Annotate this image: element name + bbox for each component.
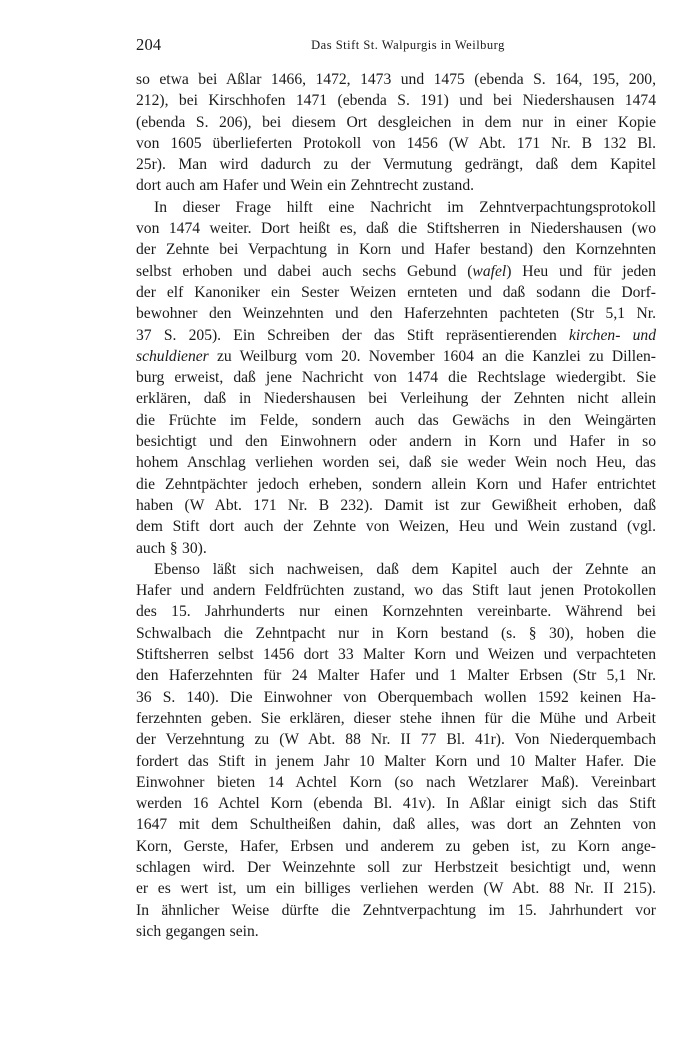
text-run: der elf Kanoniker ein Sester Weizen ernteten und daß sodann die Dorf- [136, 283, 656, 301]
text-run: der Zehnte bei Verpachtung in Korn und Hafer bestand) den Kornzehnten [136, 241, 656, 259]
text-run: (ebenda S. 206), bei diesem Ort desgleichen in dem nur in einer Kopie [136, 113, 656, 131]
book-page [136, 33, 656, 942]
text-run: bewohner den Weinzehnten und den Haferzehnten pachteten (Str 5,1 Nr. [136, 305, 656, 323]
text-line [136, 580, 656, 601]
text-line [136, 665, 656, 686]
text-line [136, 431, 656, 452]
italic-term: schuldiener [136, 347, 209, 365]
text-line [136, 623, 656, 644]
text-line [136, 90, 656, 111]
text-run: dem Stift dort auch der Zehnte von Weizen, Heu und Wein zustand (vgl. [136, 518, 656, 536]
text-run: selbst erhoben und dabei auch sechs Gebund ( [136, 262, 473, 280]
text-line [136, 367, 656, 388]
text-run: der Verzehntung zu (W Abt. 88 Nr. II 77 Bl. 41r). Von Niederquembach [136, 731, 656, 749]
text-run: 212), bei Kirschhofen 1471 (ebenda S. 191) und bei Niedershausen 1474 [136, 92, 656, 110]
text-line [136, 772, 656, 793]
paragraph [136, 69, 656, 197]
text-line [136, 751, 656, 772]
text-line [136, 388, 656, 409]
text-run: den Haferzehnten für 24 Malter Hafer und 1 Malter Erbsen (Str 5,1 Nr. [136, 667, 656, 685]
text-run: Korn, Gerste, Hafer, Erbsen und anderem zu geben ist, zu Korn ange- [136, 837, 656, 855]
text-line [136, 474, 656, 495]
text-run: fordert das Stift in jenem Jahr 10 Malter Korn und 10 Malter Hafer. Die [136, 752, 656, 770]
text-run: Hafer und andern Feldfrüchten zustand, wo das Stift laut jenen Protokollen [136, 582, 656, 600]
text-line [136, 538, 656, 559]
text-line [136, 239, 656, 260]
text-line [136, 687, 656, 708]
body-text [136, 69, 656, 942]
text-line [136, 601, 656, 622]
text-line [136, 516, 656, 537]
text-run: besichtigt und den Einwohnern oder andern in Korn und Hafer in so [136, 433, 656, 451]
text-run: die Früchte im Felde, sondern auch das Gewächs in den Weingärten [136, 411, 656, 429]
text-run: In dieser Frage hilft eine Nachricht im Zehntverpachtungsprotokoll [154, 198, 656, 216]
paragraph [136, 197, 656, 559]
running-title: Das Stift St. Walpurgis in Weilburg [311, 38, 505, 52]
text-line [136, 452, 656, 473]
text-line [136, 900, 656, 921]
text-line [136, 133, 656, 154]
text-line [136, 836, 656, 857]
text-line [136, 708, 656, 729]
text-run: dort auch am Hafer und Wein ein Zehntrecht zustand. [136, 177, 475, 195]
paragraph [136, 559, 656, 942]
text-line [136, 857, 656, 878]
text-line [136, 878, 656, 899]
text-line [136, 197, 656, 218]
text-line [136, 346, 656, 367]
text-run: so etwa bei Aßlar 1466, 1472, 1473 und 1475 (ebenda S. 164, 195, 200, [136, 71, 656, 88]
text-run: 36 S. 140). Die Einwohner von Oberquembach wollen 1592 keinen Ha- [136, 688, 656, 706]
text-run: hohem Anschlag verliehen worden sei, daß sie weder Wein noch Heu, das [136, 454, 656, 472]
text-line [136, 729, 656, 750]
text-run: auch § 30). [136, 539, 207, 557]
text-run: Ebenso läßt sich nachweisen, daß dem Kapitel auch der Zehnte an [154, 560, 656, 578]
text-run: werden 16 Achtel Korn (ebenda Bl. 41v). In Aßlar einigt sich das Stift [136, 795, 656, 813]
text-run: schlagen wird. Der Weinzehnte soll zur Herbstzeit besichtigt und, wenn [136, 858, 656, 876]
text-run: 25r). Man wird dadurch zu der Vermutung gedrängt, daß dem Kapitel [136, 156, 656, 174]
text-run: Schwalbach die Zehntpacht nur in Korn bestand (s. § 30), hoben die [136, 624, 656, 642]
text-line [136, 154, 656, 175]
text-run: von 1605 überlieferten Protokoll von 1456 (W Abt. 171 Nr. B 132 Bl. [136, 134, 656, 152]
text-line [136, 495, 656, 516]
text-run: er es wert ist, um ein billiges verliehen werden (W Abt. 88 Nr. II 215). [136, 880, 656, 898]
text-run: sich gegangen sein. [136, 922, 259, 940]
text-line [136, 559, 656, 580]
text-run: von 1474 weiter. Dort heißt es, daß die Stiftsherren in Niedershausen (wo [136, 220, 656, 238]
text-line [136, 69, 656, 90]
text-run: Einwohner bieten 14 Achtel Korn (so nach Wetzlarer Maß). Vereinbart [136, 773, 656, 791]
text-run: 37 S. 205). Ein Schreiben der das Stift repräsentierenden [136, 326, 570, 344]
text-run: haben (W Abt. 171 Nr. B 232). Damit ist zur Gewißheit erhoben, daß [136, 496, 656, 514]
text-line [136, 261, 656, 282]
text-line [136, 112, 656, 133]
text-run: Stiftsherren selbst 1456 dort 33 Malter Korn und Weizen und verpachteten [136, 646, 656, 664]
text-run: In ähnlicher Weise dürfte die Zehntverpachtung im 15. Jahrhundert vor [136, 901, 656, 919]
text-line [136, 218, 656, 239]
text-line [136, 793, 656, 814]
text-run: erklären, daß in Niedershausen bei Verleihung der Zehnten nicht allein [136, 390, 656, 408]
text-line [136, 814, 656, 835]
text-line [136, 921, 656, 942]
text-run: des 15. Jahrhunderts nur einen Kornzehnten vereinbarte. Während bei [136, 603, 656, 621]
page-number: 204 [136, 35, 162, 54]
text-line [136, 410, 656, 431]
text-line [136, 325, 656, 346]
text-line [136, 175, 656, 196]
text-run: die Zehntpächter jedoch erheben, sondern allein Korn und Hafer entrichtet [136, 475, 656, 493]
text-run: 1647 mit dem Schultheißen dahin, daß alles, was dort an Zehnten von [136, 816, 656, 834]
running-head [136, 33, 656, 59]
italic-term: kirchen- und [569, 326, 656, 344]
text-line [136, 303, 656, 324]
text-run: ) Heu und für jeden [506, 262, 657, 280]
text-line [136, 644, 656, 665]
text-run: ferzehnten geben. Sie erklären, dieser stehe ihnen für die Mühe und Arbeit [136, 709, 656, 727]
text-run: burg erweist, daß jene Nachricht von 1474 die Rechtslage wiedergibt. Sie [136, 369, 656, 387]
text-line [136, 282, 656, 303]
text-run: zu Weilburg vom 20. November 1604 an die Kanzlei zu Dillen- [208, 347, 656, 365]
italic-term: wafel [472, 262, 507, 280]
